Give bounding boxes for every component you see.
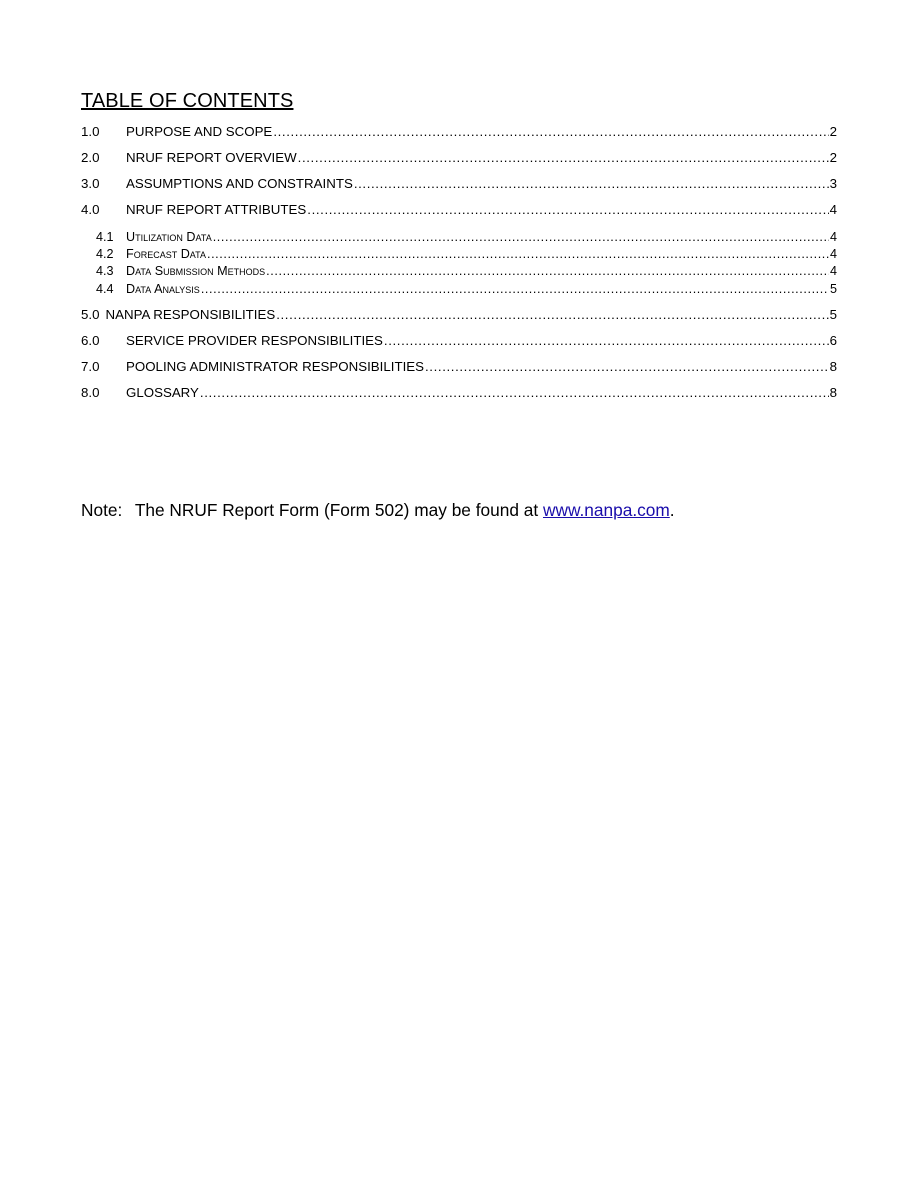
toc-entry-number: 4.0	[81, 202, 100, 217]
note-label: Note:	[81, 500, 123, 520]
toc-entry-number: 4.1	[96, 230, 114, 244]
toc-entry-page: 2	[829, 124, 837, 139]
toc-entry-page: 4	[829, 247, 837, 261]
toc-entry-number: 7.0	[81, 359, 100, 374]
nanpa-website-link[interactable]: www.nanpa.com	[542, 500, 670, 520]
toc-entry-service-provider-responsibilities[interactable]	[81, 333, 837, 349]
toc-entry-page: 2	[829, 150, 837, 165]
toc-entry-page: 4	[829, 202, 837, 217]
toc-entry-title: NRUF REPORT OVERVIEW	[126, 150, 297, 165]
toc-entry-title: SERVICE PROVIDER RESPONSIBILITIES	[126, 333, 383, 348]
toc-leader-dots	[207, 246, 829, 262]
toc-entry-utilization-data[interactable]	[81, 229, 837, 245]
toc-entry-page: 4	[829, 230, 837, 244]
toc-entry-page: 3	[829, 176, 837, 191]
toc-entry-title: Data Submission Methods	[126, 264, 266, 278]
note-paragraph	[81, 500, 675, 521]
toc-leader-dots	[213, 229, 829, 245]
toc-entry-page: 6	[829, 333, 837, 348]
toc-entry-forecast-data[interactable]	[81, 246, 837, 262]
toc-entry-purpose-and-scope[interactable]	[81, 124, 837, 140]
toc-leader-dots	[273, 124, 828, 140]
toc-entry-title: Data Analysis	[126, 282, 200, 296]
toc-entry-number: 4.4	[96, 282, 114, 296]
toc-entry-nanpa-responsibilities[interactable]	[81, 307, 837, 323]
toc-entry-glossary[interactable]	[81, 385, 837, 401]
toc-entry-number: 3.0	[81, 176, 100, 191]
toc-entry-title: GLOSSARY	[126, 385, 199, 400]
toc-entry-nruf-report-overview[interactable]	[81, 150, 837, 166]
toc-leader-dots	[307, 202, 828, 218]
toc-leader-dots	[200, 385, 829, 401]
toc-entry-page: 8	[829, 359, 837, 374]
toc-entry-page: 4	[829, 264, 837, 278]
note-trailing-period: .	[669, 500, 675, 520]
toc-entry-title: NANPA RESPONSIBILITIES	[105, 307, 276, 322]
toc-entry-data-submission-methods[interactable]	[81, 263, 837, 279]
toc-entry-number: 5.0	[81, 307, 100, 322]
toc-entry-number: 8.0	[81, 385, 100, 400]
toc-entry-page: 8	[829, 385, 837, 400]
toc-entry-title: POOLING ADMINISTRATOR RESPONSIBILITIES	[126, 359, 425, 374]
toc-leader-dots	[384, 333, 829, 349]
toc-entry-number: 4.2	[96, 247, 114, 261]
toc-entry-number: 2.0	[81, 150, 100, 165]
toc-leader-dots	[276, 307, 828, 323]
toc-heading: TABLE OF CONTENTS	[81, 90, 294, 112]
toc-entry-number: 4.3	[96, 264, 114, 278]
toc-leader-dots	[201, 281, 829, 297]
toc-entry-number: 6.0	[81, 333, 100, 348]
toc-entry-title: NRUF REPORT ATTRIBUTES	[126, 202, 307, 217]
toc-leader-dots	[354, 176, 829, 192]
toc-leader-dots	[425, 359, 829, 375]
toc-leader-dots	[266, 263, 829, 279]
note-text: The NRUF Report Form (Form 502) may be found at	[134, 500, 539, 520]
toc-entry-pooling-administrator-responsibilities[interactable]	[81, 359, 837, 375]
toc-entry-title: ASSUMPTIONS AND CONSTRAINTS	[126, 176, 353, 191]
toc-entry-page: 5	[829, 282, 837, 296]
toc-entry-title: Forecast Data	[126, 247, 206, 261]
toc-leader-dots	[298, 150, 829, 166]
toc-entry-assumptions-and-constraints[interactable]	[81, 176, 837, 192]
toc-entry-data-analysis[interactable]	[81, 281, 837, 297]
toc-entry-number: 1.0	[81, 124, 100, 139]
toc-entry-nruf-report-attributes[interactable]	[81, 202, 837, 218]
toc-entry-title: Utilization Data	[126, 230, 212, 244]
toc-entry-page: 5	[829, 307, 837, 322]
toc-entry-title: PURPOSE AND SCOPE	[126, 124, 273, 139]
